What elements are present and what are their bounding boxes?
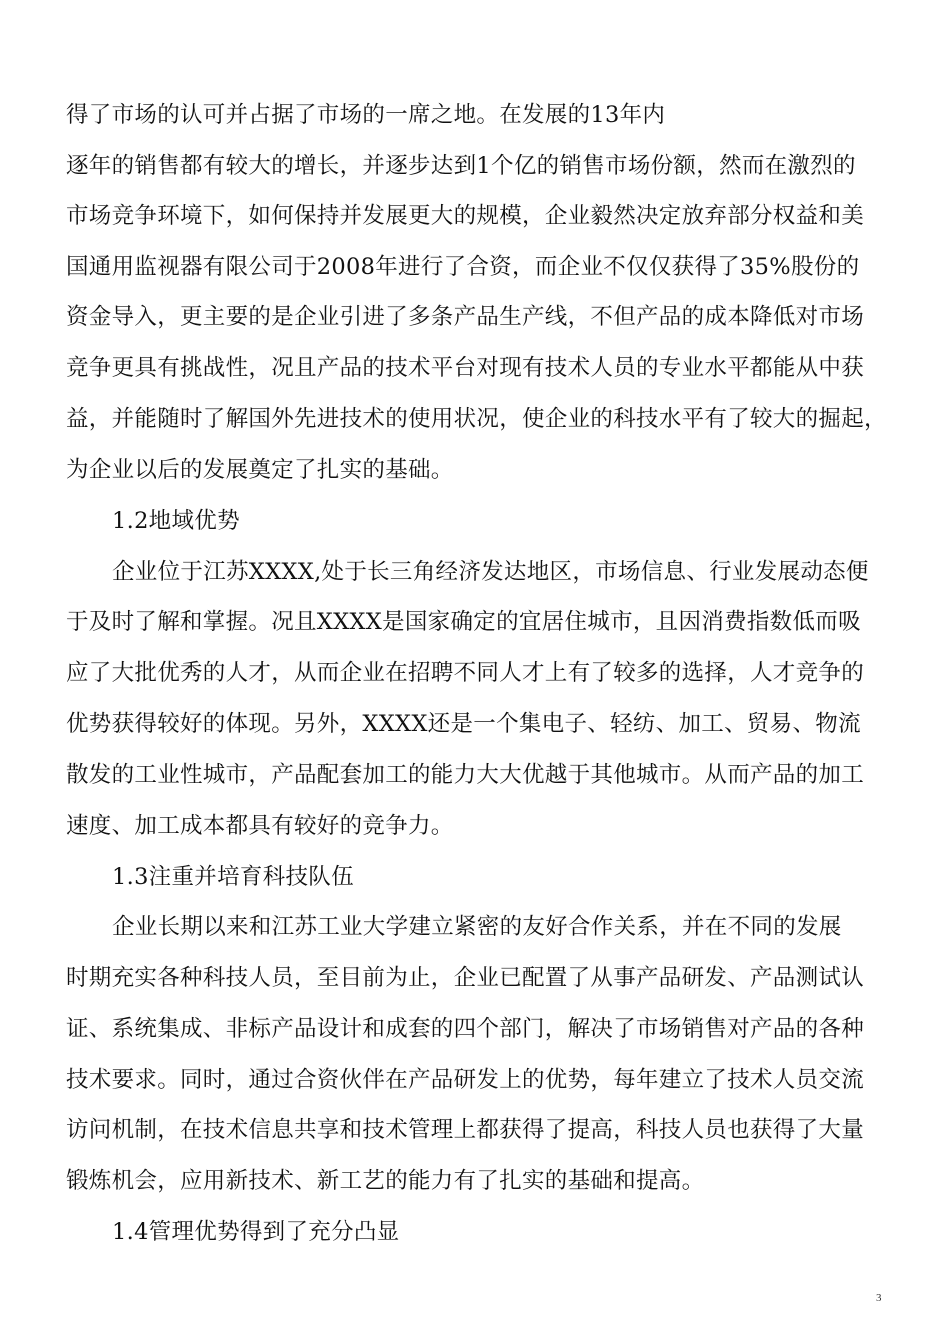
section-1-3-heading: 1.3注重并培育科技队伍 [112, 864, 354, 890]
section-1-2-line-4: 优势获得较好的体现。另外，XXXX还是一个集电子、轻纺、加工、贸易、物流 [66, 711, 861, 737]
section-1-2-heading: 1.2地域优势 [112, 508, 240, 534]
section-1-3-line-5: 访问机制，在技术信息共享和技术管理上都获得了提高，科技人员也获得了大量 [66, 1117, 865, 1143]
section-1-2-line-6: 速度、加工成本都具有较好的竞争力。 [66, 813, 454, 839]
section-1-3-line-1: 企业长期以来和江苏工业大学建立紧密的友好合作关系，并在不同的发展 [112, 914, 842, 940]
paragraph-1-line-1: 得了市场的认可并占据了市场的一席之地。在发展的13年内 [66, 102, 666, 128]
section-1-2-line-5: 散发的工业性城市，产品配套加工的能力大大优越于其他城市。从而产品的加工 [66, 762, 865, 788]
paragraph-1-line-7: 益，并能随时了解国外先进技术的使用状况，使企业的科技水平有了较大的掘起， [66, 406, 887, 432]
section-1-3-line-2: 时期充实各种科技人员，至目前为止，企业已配置了从事产品研发、产品测试认 [66, 965, 865, 991]
paragraph-1-line-6: 竞争更具有挑战性，况且产品的技术平台对现有技术人员的专业水平都能从中获 [66, 355, 865, 381]
section-1-3-line-4: 技术要求。同时，通过合资伙伴在产品研发上的优势，每年建立了技术人员交流 [66, 1067, 865, 1093]
section-1-2-line-2: 于及时了解和掌握。况且XXXX是国家确定的宜居住城市，且因消费指数低而吸 [66, 609, 861, 635]
section-1-2-line-1: 企业位于江苏XXXX,处于长三角经济发达地区，市场信息、行业发展动态便 [112, 559, 869, 585]
paragraph-1-line-3: 市场竞争环境下，如何保持并发展更大的规模，企业毅然决定放弃部分权益和美 [66, 203, 865, 229]
section-1-3-line-3: 证、系统集成、非标产品设计和成套的四个部门，解决了市场销售对产品的各种 [66, 1016, 865, 1042]
paragraph-1-line-4: 国通用监视器有限公司于2008年进行了合资，而企业不仅仅获得了35%股份的 [66, 254, 860, 280]
section-1-2-line-3: 应了大批优秀的人才，从而企业在招聘不同人才上有了较多的选择，人才竞争的 [66, 660, 865, 686]
paragraph-1-line-8: 为企业以后的发展奠定了扎实的基础。 [66, 457, 454, 483]
section-1-3-line-6: 锻炼机会，应用新技术、新工艺的能力有了扎实的基础和提高。 [66, 1168, 705, 1194]
page-number: 3 [876, 1292, 882, 1304]
section-1-4-heading: 1.4管理优势得到了充分凸显 [112, 1219, 400, 1245]
paragraph-1-line-2: 逐年的销售都有较大的增长，并逐步达到1个亿的销售市场份额，然而在激烈的 [66, 153, 856, 179]
paragraph-1-line-5: 资金导入，更主要的是企业引进了多条产品生产线，不但产品的成本降低对市场 [66, 304, 865, 330]
